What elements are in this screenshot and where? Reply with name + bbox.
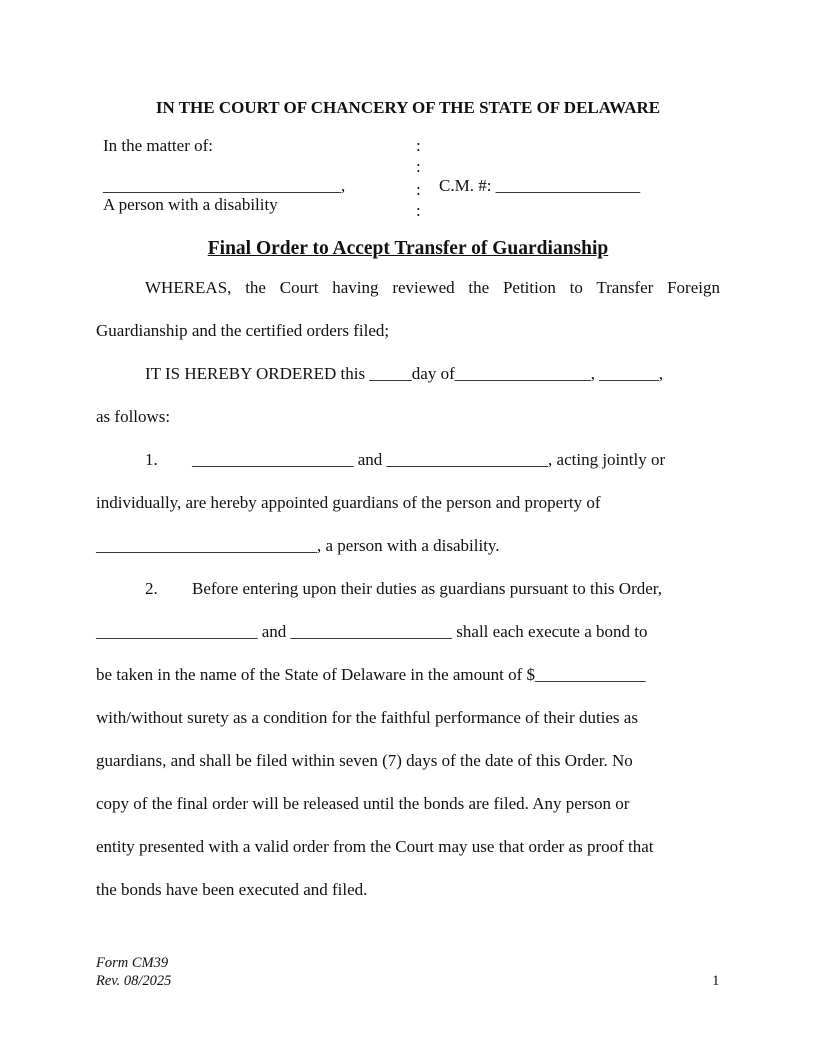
ordered-line-2: as follows: <box>96 407 171 426</box>
ordered-line-1: IT IS HEREBY ORDERED this _____day of________________, _______, <box>145 364 664 383</box>
whereas-line-1: WHEREAS, the Court having reviewed the Petition to Transfer Foreign <box>145 278 720 297</box>
caption-colon: : <box>416 136 421 155</box>
caption-colon: : <box>416 157 421 176</box>
caption-colon: : <box>416 201 421 220</box>
person-name-blank: ____________________________, <box>103 176 346 195</box>
case-number: C.M. #: _________________ <box>439 176 641 195</box>
paragraph-1-line-3: __________________________, a person with a disability. <box>96 536 500 555</box>
paragraph-2-line-1: Before entering upon their duties as guardians pursuant to this Order, <box>192 579 663 598</box>
paragraph-2-line-2: ___________________ and ___________________ shall each execute a bond to <box>96 622 648 641</box>
form-number: Form CM39 <box>96 955 169 971</box>
paragraph-1-line-1: ___________________ and ___________________, acting jointly or <box>192 450 666 469</box>
court-heading: IN THE COURT OF CHANCERY OF THE STATE OF DELAWARE <box>155 98 661 117</box>
paragraph-2-line-7: entity presented with a valid order from the Court may use that order as proof that <box>96 837 654 856</box>
matter-label: In the matter of: <box>103 136 213 155</box>
revision-date: Rev. 08/2025 <box>96 973 172 989</box>
paragraph-2-line-3: be taken in the name of the State of Delaware in the amount of $_____________ <box>96 665 646 684</box>
whereas-line-2: Guardianship and the certified orders filed; <box>96 321 390 340</box>
paragraph-1-line-2: individually, are hereby appointed guardians of the person and property of <box>96 493 601 512</box>
paragraph-2-line-6: copy of the final order will be released until the bonds are filed. Any person or <box>96 794 630 813</box>
order-title: Final Order to Accept Transfer of Guardianship <box>207 238 609 259</box>
paragraph-2-number: 2. <box>145 579 158 598</box>
paragraph-2-line-8: the bonds have been executed and filed. <box>96 880 368 899</box>
caption-colon: : <box>416 180 421 199</box>
paragraph-2-line-5: guardians, and shall be filed within seven (7) days of the date of this Order. No <box>96 751 633 770</box>
paragraph-2-line-4: with/without surety as a condition for the faithful performance of their duties as <box>96 708 638 727</box>
page-number: 1 <box>712 973 720 989</box>
paragraph-1-number: 1. <box>145 450 158 469</box>
person-disability-label: A person with a disability <box>103 195 278 214</box>
